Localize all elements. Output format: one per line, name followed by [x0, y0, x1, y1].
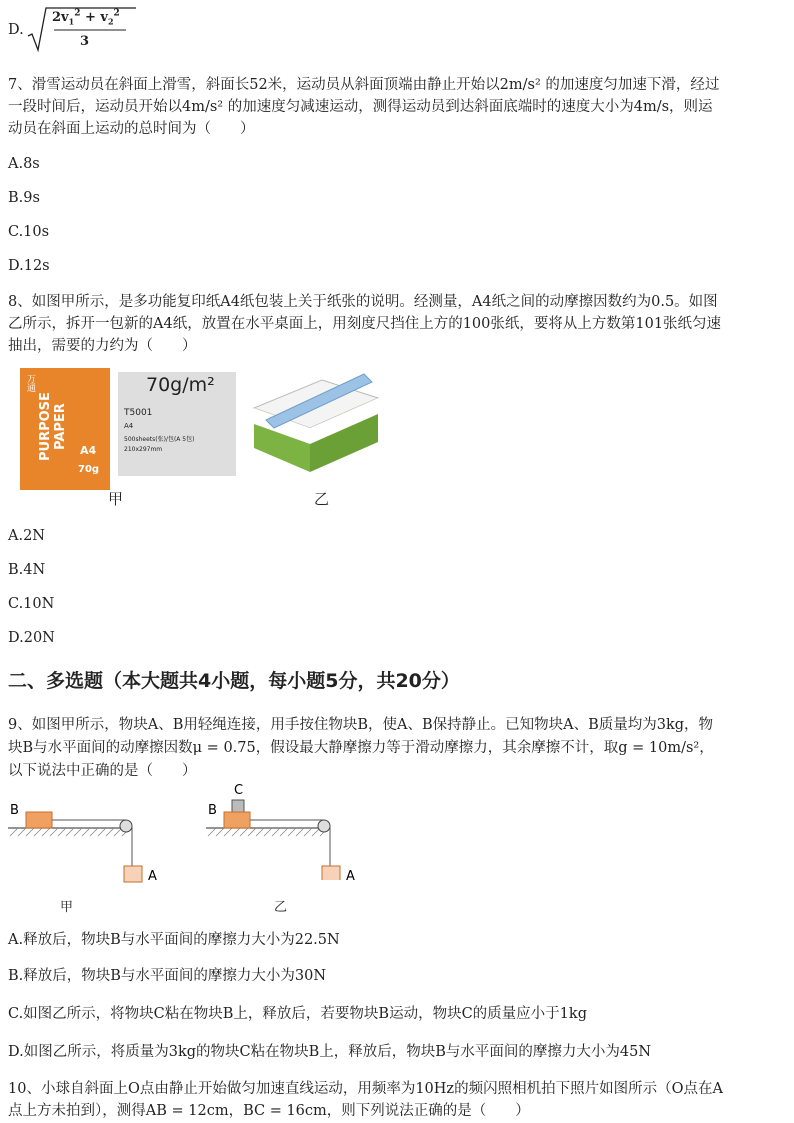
block-a — [322, 866, 340, 880]
q10-line-2: 点上方未拍到），测得AB = 12cm，BC = 16cm，则下列说法正确的是（ ） — [8, 1103, 530, 1119]
q9-option-c[interactable]: C.如图乙所示，将物块C粘在物块B上，释放后，若要物块B运动，物块C的质量应小于1kg — [8, 1006, 587, 1022]
q7-line-3: 动员在斜面上运动的总时间为（ ） — [8, 121, 255, 137]
block-b — [26, 812, 52, 828]
q8-option-a[interactable]: A.2N — [8, 528, 45, 544]
pack-brand: 万通 — [25, 374, 35, 392]
q9-figure-yi — [206, 780, 386, 880]
q8-line-3: 抽出，需要的力约为（ ） — [8, 338, 197, 354]
a4-paper-package-image — [20, 368, 110, 490]
q8-caption-yi: 乙 — [314, 490, 330, 508]
q8-option-c[interactable]: C.10N — [8, 596, 55, 612]
label-size: A4 — [124, 422, 134, 430]
q9-figure-jia — [8, 800, 188, 900]
ground-hatching — [10, 828, 130, 836]
block-b — [224, 812, 250, 828]
label-a: A — [346, 869, 355, 880]
section-title: 二、多选题（本大题共4小题，每小题5分，共20分） — [8, 670, 460, 692]
pulley — [318, 820, 330, 832]
q7-option-b[interactable]: B.9s — [8, 190, 40, 206]
q7-option-c[interactable]: C.10s — [8, 224, 50, 240]
q7-option-a[interactable]: A.8s — [8, 156, 40, 172]
q8-line-1: 8、如图甲所示，是多功能复印纸A4纸包装上关于纸张的说明。经测量，A4纸之间的动摩擦因数约为0.5。如图 — [8, 294, 718, 310]
q9-line-2: 块B与水平面间的动摩擦因数μ = 0.75，假设最大静摩擦力等于滑动摩擦力，其余摩擦不计，取g = 10m/s²， — [8, 740, 714, 756]
label-code: T5001 — [124, 408, 153, 418]
label-a: A — [148, 869, 157, 884]
q6-option-d — [8, 6, 208, 54]
q7-option-d[interactable]: D.12s — [8, 258, 50, 274]
q6-option-d-label: D. — [8, 22, 24, 38]
q9-line-3: 以下说法中正确的是（ ） — [8, 763, 197, 779]
radical-numerator: $2v_1^2 + v_2^2$ — [52, 8, 120, 27]
q9-option-b[interactable]: B.释放后，物块B与水平面间的摩擦力大小为30N — [8, 968, 327, 984]
pack-gsm: 70g — [78, 464, 100, 475]
label-sheets: 500sheets(张)/包(A 5包) — [124, 436, 195, 443]
ground-hatching — [208, 828, 328, 836]
q7-line-2: 一段时间后，运动员开始以4m/s² 的加速度匀减速运动，测得运动员到达斜面底端时的速度大小为4m/s，则运 — [8, 99, 713, 115]
opened-paper-box-image — [252, 368, 382, 478]
block-a — [124, 866, 142, 882]
q8-option-d[interactable]: D.20N — [8, 630, 55, 646]
paper-spec-label-image — [118, 372, 236, 476]
q9-option-d[interactable]: D.如图乙所示，将质量为3kg的物块C粘在物块B上，释放后，物块B与水平面间的摩擦力大小为45N — [8, 1044, 652, 1060]
q8-line-2: 乙所示，拆开一包新的A4纸，放置在水平桌面上，用刻度尺挡住上方的100张纸，要将从上方数第101张纸匀速 — [8, 316, 722, 332]
pack-a4: A4 — [80, 444, 97, 457]
label-dims: 210x297mm — [124, 446, 163, 453]
radical-denominator: 3 — [80, 34, 90, 49]
q9-caption-jia: 甲 — [60, 900, 74, 915]
q9-option-a[interactable]: A.释放后，物块B与水平面间的摩擦力大小为22.5N — [8, 932, 340, 948]
label-c: C — [234, 783, 244, 798]
q10-line-1: 10、小球自斜面上O点由静止开始做匀加速直线运动，用频率为10Hz的频闪照相机拍下照片如图所示（O点在A — [8, 1081, 723, 1097]
pack-purpose-text: PURPOSE PAPER — [38, 392, 68, 462]
pulley — [120, 820, 132, 832]
q8-caption-jia: 甲 — [108, 490, 124, 508]
block-c — [232, 800, 244, 812]
q9-line-1: 9、如图甲所示，物块A、B用轻绳连接，用手按住物块B，使A、B保持静止。已知物块A、B质量均为3kg，物 — [8, 717, 714, 733]
label-gsm: 70g/m² — [146, 374, 215, 396]
q9-caption-yi: 乙 — [274, 900, 288, 915]
q8-option-b[interactable]: B.4N — [8, 562, 46, 578]
q7-line-1: 7、滑雪运动员在斜面上滑雪，斜面长52米，运动员从斜面顶端由静止开始以2m/s² 的加速度匀加速下滑，经过 — [8, 77, 720, 93]
label-b: B — [208, 803, 217, 818]
label-b: B — [10, 803, 19, 818]
